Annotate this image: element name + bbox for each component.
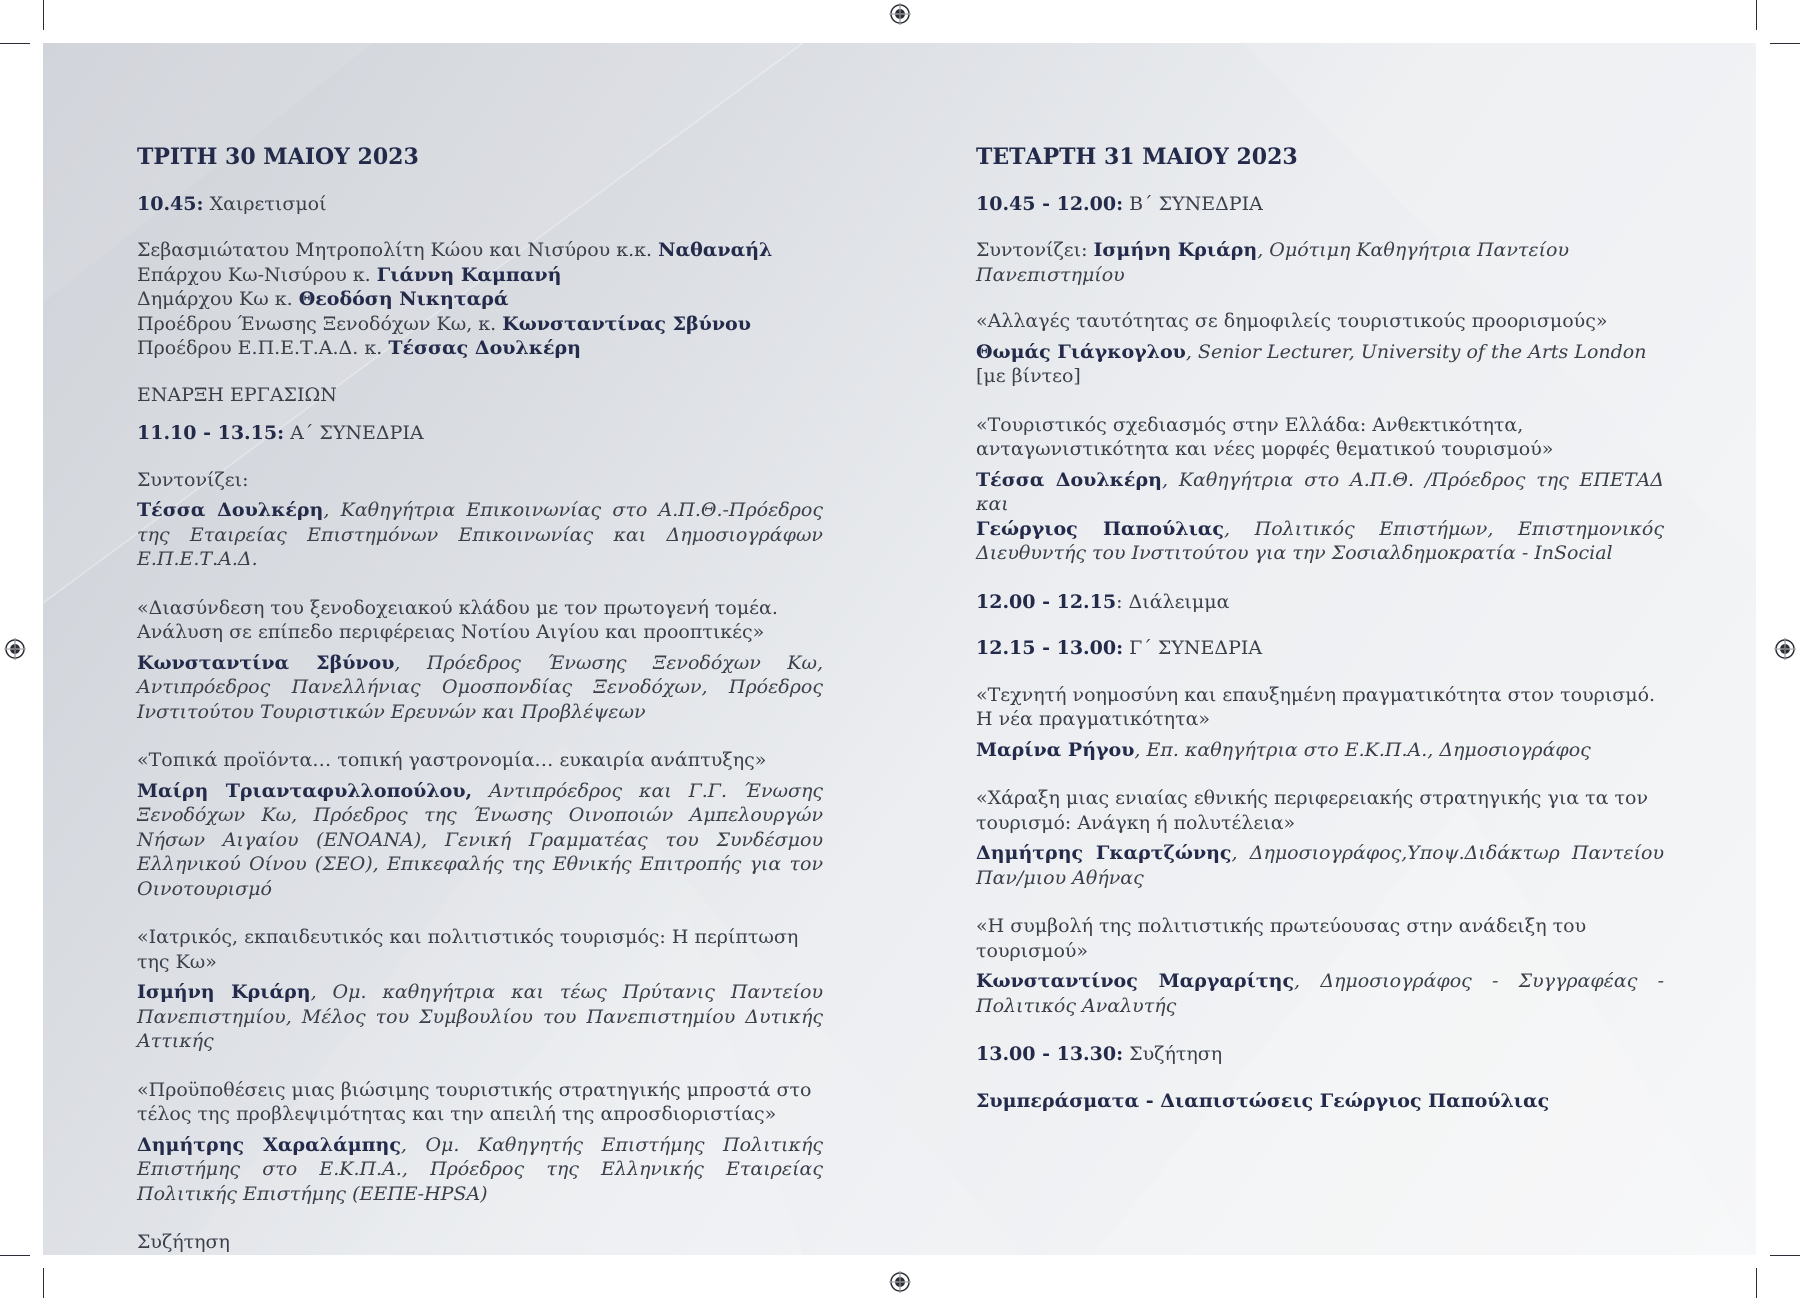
greeting-name: Ναθαναήλ	[658, 239, 773, 261]
speaker-role: , Senior Lecturer, University of the Arts London	[1185, 340, 1647, 363]
speaker-role: , Καθηγήτρια στο Α.Π.Θ. /Πρόεδρος της ΕΠΕΤΑΔ και	[976, 468, 1665, 515]
discussion-label: Συζήτηση	[1123, 1043, 1223, 1065]
crop-mark	[0, 1255, 30, 1256]
program-day-tuesday	[137, 145, 823, 1255]
talk-item	[137, 1078, 823, 1207]
moderator-label: Συντονίζει:	[137, 468, 249, 491]
speaker-role: Αντιπρόεδρος και Γ.Γ. Ένωσης Ξενοδόχων Κω, Πρόεδρος της Ένωσης Οινοποιών Αμπελουργών Νήσων Αιγαίου (ΕΝΟΑΝΑ), Γενική Γραμματέας του Συνδέσμου Ελληνικού Οίνου (ΣΕΟ), Επικεφαλής της Εθνικής Επιτροπής για τον Οινοτουρισμό	[137, 779, 823, 900]
crop-mark	[1756, 1268, 1757, 1298]
moderator-label: Συντονίζει:	[976, 239, 1094, 261]
talk-item	[137, 596, 823, 725]
talk-title: «Ιατρικός, εκπαιδευτικός και πολιτιστικός τουρισμός: Η περίπτωση της Κω»	[137, 926, 799, 973]
talk-speaker	[976, 468, 1664, 517]
speaker-name: Κωνσταντίνος Μαργαρίτης	[976, 970, 1295, 992]
greeting-name: Κωνσταντίνας Σβύνου	[502, 312, 751, 335]
greeting-item	[137, 336, 823, 361]
talk-title: «Χάραξη μιας ενιαίας εθνικής περιφερειακής στρατηγικής για τα τον τουρισμό: Ανάγκη ή πολυτέλεια»	[976, 787, 1649, 834]
talk-speaker	[976, 340, 1664, 365]
greeting-item	[137, 263, 823, 288]
break-time: 12.00 - 12.15	[976, 590, 1117, 613]
greeting-item	[137, 287, 823, 312]
greeting-name: Τέσσας Δουλκέρη	[388, 337, 581, 359]
welcome-line	[137, 192, 823, 217]
speaker-role: , Δημοσιογράφος,Υποψ.Διδάκτωρ Παντείου Παν/μιου Αθήνας	[976, 842, 1665, 889]
day-title: ΤΕΤΑΡΤΗ 31 ΜΑΙΟΥ 2023	[976, 144, 1298, 170]
greeting-name: Θεοδόση Νικηταρά	[298, 288, 509, 310]
greeting-prefix: Επάρχου Κω-Νισύρου κ.	[137, 263, 371, 286]
session-label: Α΄ ΣΥΝΕΔΡΙΑ	[290, 422, 424, 444]
session-c-line	[976, 636, 1664, 661]
crop-mark	[1756, 0, 1757, 30]
talk-title: «Τοπικά προϊόντα… τοπική γαστρονομία… ευκαιρία ανάπτυξης»	[137, 749, 767, 771]
crop-mark	[0, 43, 30, 44]
speaker-name: Τέσσα Δουλκέρη	[137, 499, 324, 521]
speaker-role: , Ομ. Καθηγητής Επιστήμης Πολιτικής Επιστήμης στο Ε.Κ.Π.Α., Πρόεδρος της Ελληνικής Εταιρείας Πολιτικής Επιστήμης (ΕΕΠΕ-HPSA)	[137, 1133, 823, 1205]
talk-item	[137, 748, 823, 901]
talk-title: «Προϋποθέσεις μιας βιώσιμης τουριστικής στρατηγικής μπροστά στο τέλος της προβλεψιμότητας και την απειλή της απροσδιοριστίας»	[137, 1078, 812, 1125]
talk-title: «Η συμβολή της πολιτιστικής πρωτεύουσας στην ανάδειξη του τουρισμού»	[976, 915, 1587, 962]
talk-title: «Αλλαγές ταυτότητας σε δημοφιλείς τουριστικούς προορισμούς»	[976, 310, 1608, 332]
discussion-line	[976, 1042, 1664, 1067]
speaker-role: , Πολιτικός Επιστήμων, Επιστημονικός Διευθυντής του Ινστιτούτου για την Σοσιαλδημοκρατία - InSocial	[976, 517, 1664, 564]
crop-mark	[43, 1268, 44, 1298]
speaker-role: , Καθηγήτρια Επικοινωνίας στο Α.Π.Θ.-Πρόεδρος της Εταιρείας Επιστημόνων Επικοινωνίας και Δημοσιογράφων Ε.Π.Ε.Τ.Α.Δ.	[137, 499, 823, 570]
greeting-name: Γιάννη Καμπανή	[376, 263, 562, 286]
welcome-label: Χαιρετισμοί	[209, 192, 327, 215]
talk-speaker	[976, 969, 1664, 1018]
session-a-line	[137, 421, 823, 446]
greeting-prefix: Προέδρου Ε.Π.Ε.Τ.Α.Δ. κ.	[137, 337, 383, 359]
talk-item	[976, 683, 1664, 763]
speaker-name: Δημήτρης Χαραλάμπης	[137, 1133, 401, 1156]
greeting-item	[137, 238, 823, 263]
session-label: Γ΄ ΣΥΝΕΔΡΙΑ	[1129, 637, 1263, 659]
greeting-prefix: Προέδρου Ένωσης Ξενοδόχων Κω, κ.	[137, 312, 497, 335]
speaker-name: Τέσσα Δουλκέρη	[976, 468, 1162, 491]
session-time: 11.10 - 13.15:	[137, 422, 285, 444]
speaker-name: Γεώργιος Παπούλιας	[976, 517, 1224, 540]
talk-item	[976, 914, 1664, 1018]
crop-mark	[1770, 43, 1800, 44]
moderator-line	[976, 238, 1664, 287]
session-b-line	[976, 192, 1664, 217]
moderator-speaker	[137, 498, 823, 572]
speaker-name: Δημήτρης Γκαρτζώνης	[976, 842, 1232, 864]
day-title: ΤΡΙΤΗ 30 ΜΑΙΟΥ 2023	[137, 144, 419, 170]
speaker-name: Θωμάς Γιάγκογλου	[976, 340, 1186, 363]
talk-title: «Τουριστικός σχεδιασμός στην Ελλάδα: Ανθεκτικότητα, ανταγωνιστικότητα και νέες μορφές θεματικού τουρισμού»	[976, 413, 1554, 460]
talk-speaker	[976, 517, 1664, 566]
talk-speaker	[976, 841, 1664, 890]
speaker-name: Μαρίνα Ρήγου	[976, 738, 1135, 761]
talk-note: [με βίντεο]	[976, 365, 1081, 387]
greeting-prefix: Δημάρχου Κω κ.	[137, 288, 293, 310]
speaker-name: Ισμήνη Κριάρη	[137, 981, 311, 1003]
break-label: : Διάλειμμα	[1116, 590, 1230, 613]
talk-item	[976, 309, 1664, 389]
speaker-name: Κωνσταντίνα Σβύνου	[137, 651, 395, 674]
opening-heading: ΕΝΑΡΞΗ ΕΡΓΑΣΙΩΝ	[137, 383, 337, 406]
greeting-item	[137, 312, 823, 337]
registration-mark-icon	[889, 1271, 911, 1293]
moderator-name: Ισμήνη Κριάρη	[1093, 239, 1258, 261]
registration-mark-icon	[4, 638, 26, 660]
discussion-time: 13.00 - 13.30:	[976, 1043, 1124, 1065]
talk-speaker	[137, 779, 823, 902]
greeting-prefix: Σεβασμιώτατου Μητροπολίτη Κώου και Νισύρου κ.κ.	[137, 239, 653, 261]
conclusions-line: Συμπεράσματα - Διαπιστώσεις Γεώργιος Παπούλιας	[976, 1089, 1550, 1112]
talk-speaker	[137, 1133, 823, 1207]
greetings-list	[137, 238, 823, 361]
break-line	[976, 590, 1664, 615]
moderator-block	[137, 498, 823, 572]
speaker-role: , Ομ. καθηγήτρια και τέως Πρύτανις Παντείου Πανεπιστημίου, Μέλος του Συμβουλίου του Πανεπιστημίου Δυτικής Αττικής	[137, 981, 823, 1052]
crop-mark	[43, 0, 44, 30]
registration-mark-icon	[1774, 638, 1796, 660]
session-label: Β΄ ΣΥΝΕΔΡΙΑ	[1129, 192, 1263, 215]
talk-speaker	[976, 738, 1664, 763]
talk-speaker	[137, 980, 823, 1054]
session-time: 12.15 - 13.00:	[976, 637, 1124, 659]
crop-mark	[1770, 1255, 1800, 1256]
welcome-time: 10.45:	[137, 192, 204, 215]
talk-speaker	[137, 651, 823, 725]
program-day-wednesday	[976, 145, 1664, 1113]
speaker-role: , Επ. καθηγήτρια στο Ε.Κ.Π.Α., Δημοσιογράφος	[1134, 738, 1591, 761]
talk-item	[976, 413, 1664, 566]
speaker-role: , Δημοσιογράφος - Συγγραφέας - Πολιτικός Αναλυτής	[976, 970, 1664, 1017]
speaker-role: , Πρόεδρος Ένωσης Ξενοδόχων Κω, Αντιπρόεδρος Πανελλήνιας Ομοσπονδίας Ξενοδόχων, Πρόεδρος Ινστιτούτου Τουριστικών Ερευνών και Προβλέψεων	[137, 651, 823, 723]
session-time: 10.45 - 12.00:	[976, 192, 1124, 215]
talk-item	[137, 925, 823, 1054]
moderator-role: , Ομότιμη Καθηγήτρια Παντείου Πανεπιστημίου	[976, 239, 1570, 286]
talk-title: «Διασύνδεση του ξενοδοχειακού κλάδου με τον πρωτογενή τομέα. Ανάλυση σε επίπεδο περιφέρειας Νοτίου Αιγίου και προοπτικές»	[137, 596, 778, 643]
talk-item	[976, 786, 1664, 890]
discussion-label: Συζήτηση	[137, 1231, 230, 1253]
speaker-name: Μαίρη Τριανταφυλλοπούλου,	[137, 779, 473, 802]
registration-mark-icon	[889, 3, 911, 25]
talk-title: «Τεχνητή νοημοσύνη και επαυξημένη πραγματικότητα στον τουρισμό. Η νέα πραγματικότητα»	[976, 683, 1656, 730]
